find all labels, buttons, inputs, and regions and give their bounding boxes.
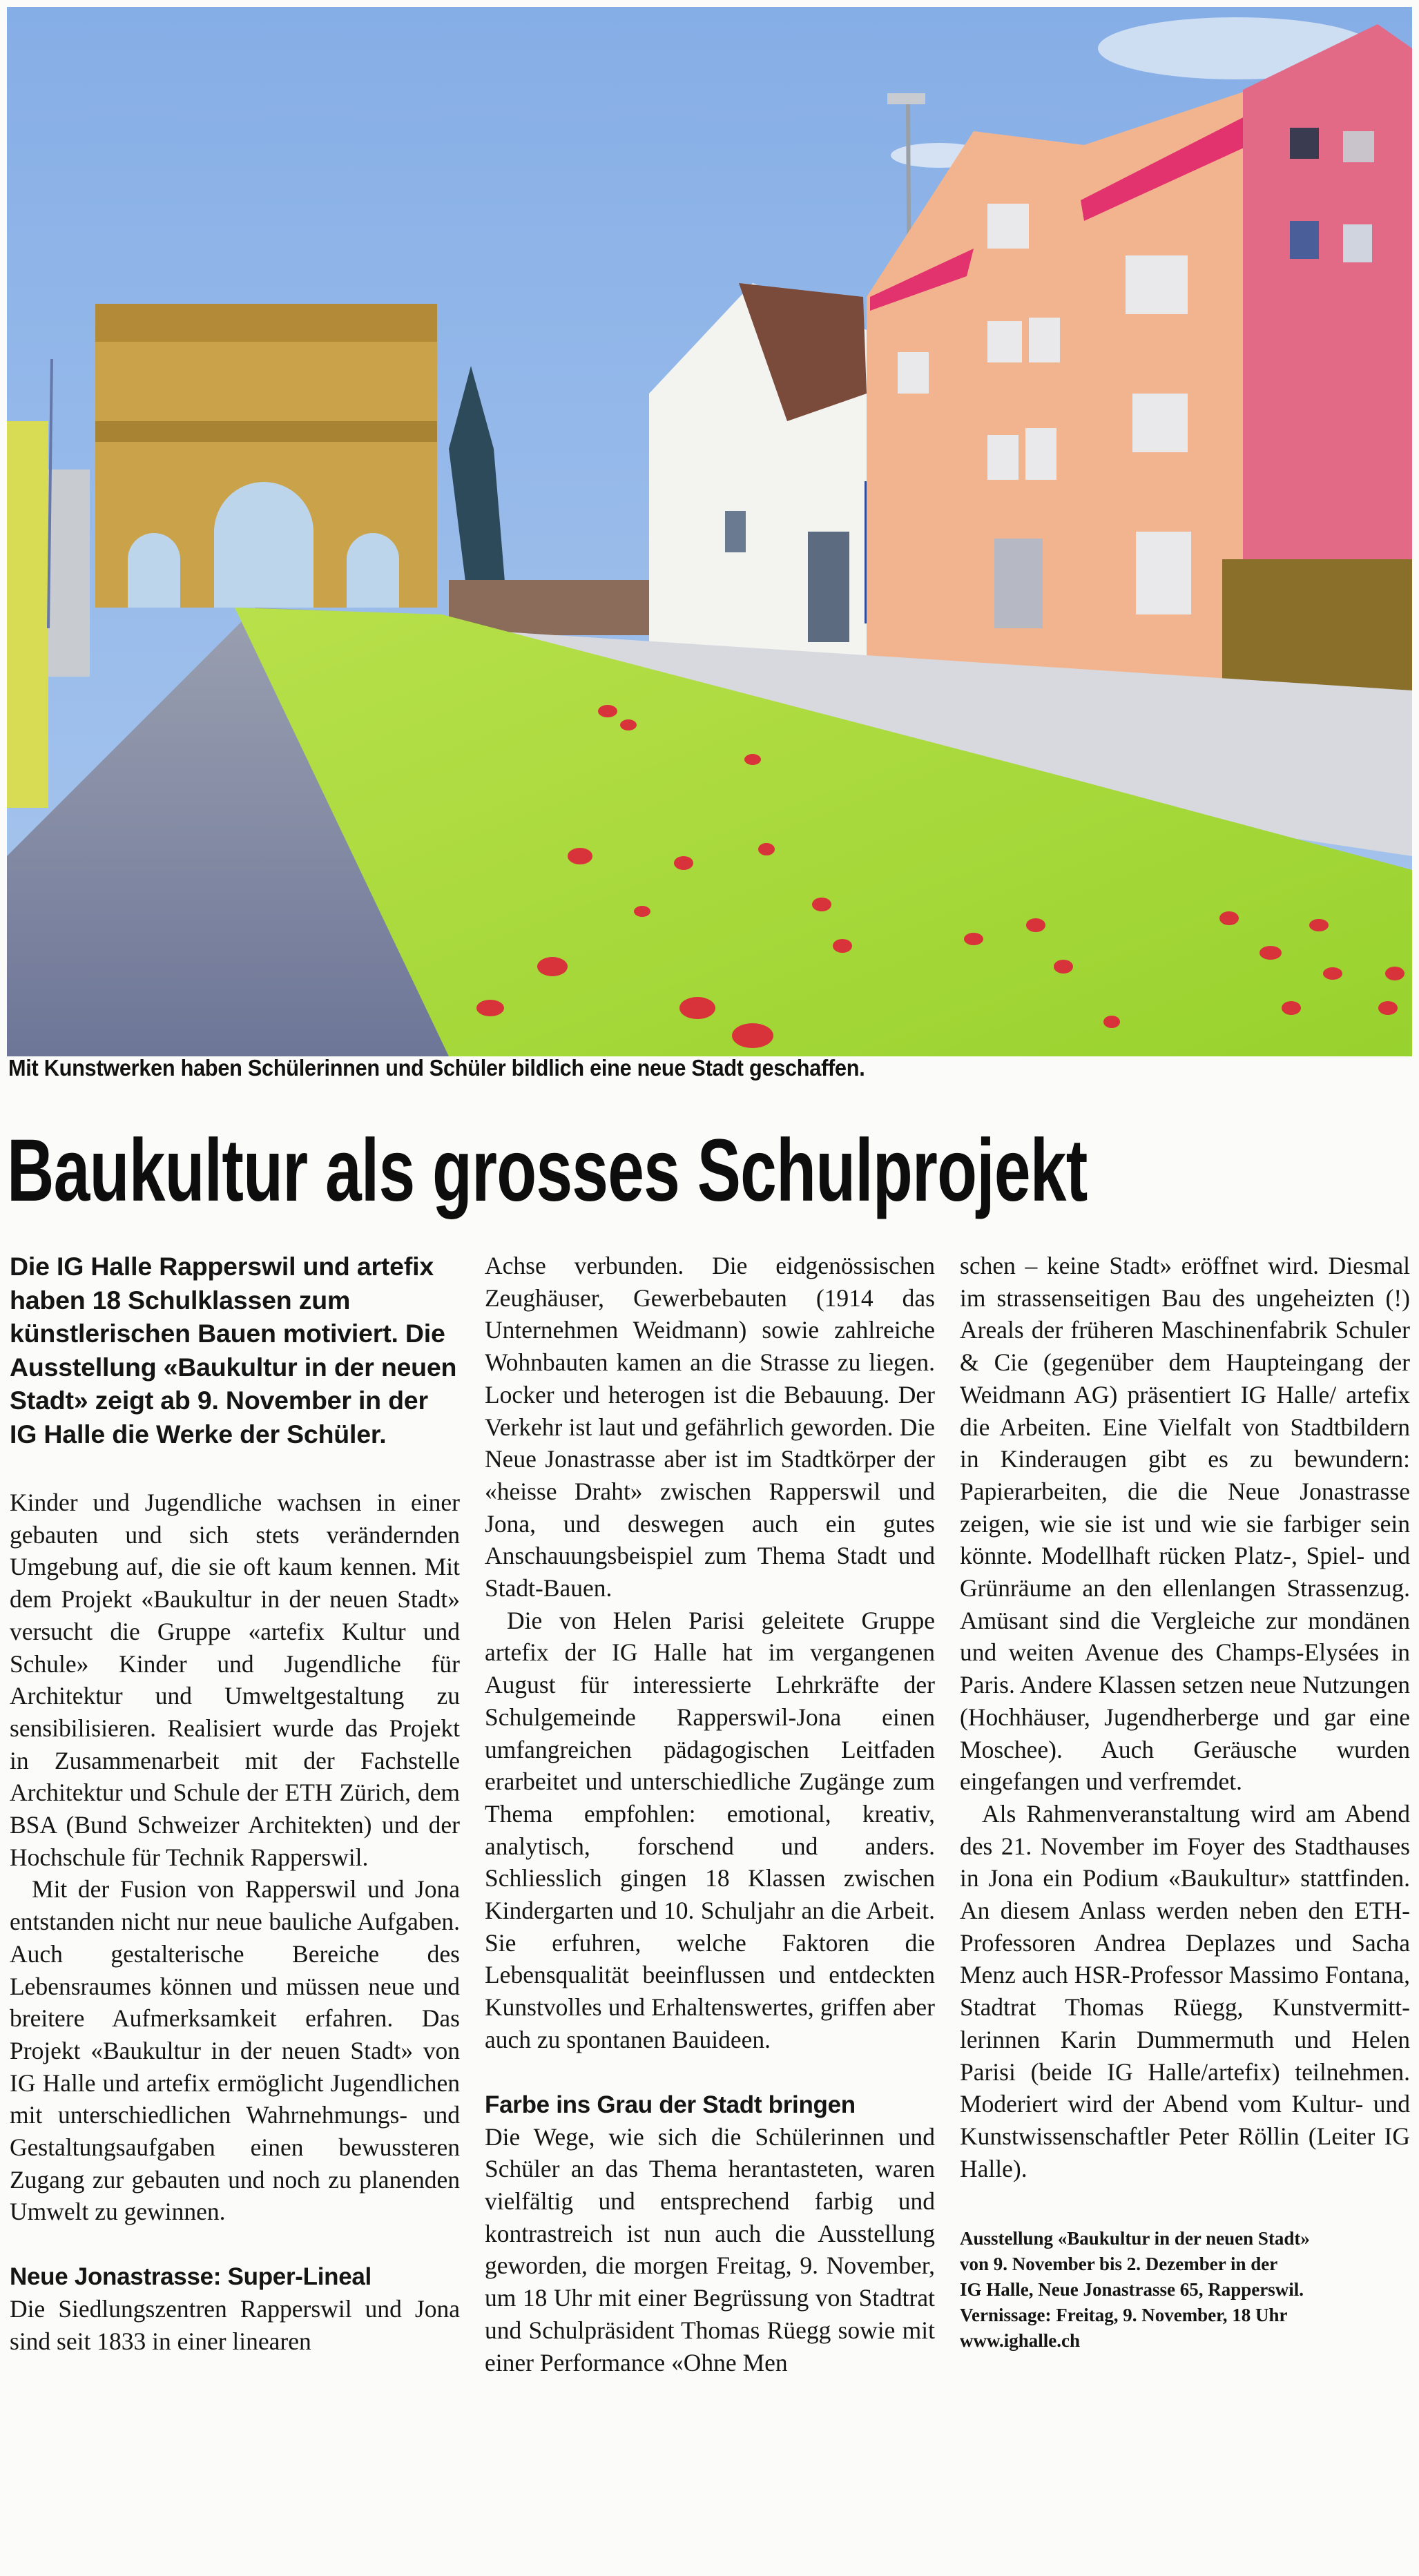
info-line: von 9. November bis 2. Dezember in der xyxy=(960,2254,1278,2275)
painted-street-collage xyxy=(7,7,1412,1056)
column-3 xyxy=(960,1250,1410,2354)
info-line: IG Halle, Neue Jonastrasse 65, Rapperswil. xyxy=(960,2279,1304,2301)
body-paragraph: schen – keine Stadt» eröffnet wird. Diesmal im strassenseitigen Bau des ungeheizten (!) Areals der früheren Maschinenfabrik Schuler & Cie (gegenüber dem Haupteingang der Weidmann AG) präsentiert IG Halle/ artefix die Arbeiten. Eine Vielfalt von Stadtbildern in Kinderaugen gibt es zu bewundern: Papierarbeiten, die die Neue Jonastrasse zeigen, wie sie ist und wie sie farbiger sein könnte. Modellhaft rücken Platz-, Spiel- und Grünräume an den ellenlangen Strassenzug. Amüsant sind die Vergleiche zur mondänen und weiten Avenue des Champs-Elysées in Paris. Andere Klassen setzen neue Nutzungen (Hochhäuser, Jugendherberge und gar eine Moschee). Auch Geräusche wurden eingefangen und verfremdet. xyxy=(960,1252,1410,1796)
info-line: Ausstellung «Baukultur in der neuen Stadt» xyxy=(960,2228,1310,2249)
column-1 xyxy=(10,1250,460,2358)
body-paragraph: Die Wege, wie sich die Schülerinnen und Schüler an das Thema herantasteten, waren vielfältig und entsprechend farbig und kontrastreich ist nun auch die Ausstellung geworden, die morgen Freitag, 9. November, um 18 Uhr mit einer Begrüssung von Stadtrat und Schulpräsident Thomas Rüegg sowie mit einer Performance «Ohne Men xyxy=(485,2122,935,2376)
body-paragraph: Die Siedlungszentren Rapperswil und Jona sind seit 1833 in einer linearen xyxy=(10,2295,460,2355)
exhibition-info-box xyxy=(960,2226,1410,2354)
info-website-link[interactable]: www.ighalle.ch xyxy=(960,2330,1081,2352)
column-2 xyxy=(485,1250,935,2379)
yellow-building xyxy=(7,421,48,808)
triumphal-arch xyxy=(95,304,437,608)
article-photo xyxy=(7,7,1412,1056)
photo-caption: Mit Kunstwerken haben Schülerinnen und Schüler bildlich eine neue Stadt geschaffen. xyxy=(8,1055,865,1081)
body-paragraph: Kinder und Jugendliche wachsen in einer gebauten und sich stets verändernden Umgebung auf, die sie oft kaum kennen. Mit dem Projekt «Baukultur in der neuen Stadt» versucht die Gruppe «artefix Kultur und Schule» Kinder und Jugendliche für Architektur und Umweltgestaltung zu sensibilisieren. Realisiert wurde das Projekt in Zusammenarbeit mit der Fachstelle Architektur und Schule der ETH Zürich, dem BSA (Bund Schweizer Architekten) und der Hochschule für Technik Rapperswil. xyxy=(10,1489,460,1871)
body-paragraph: Mit der Fusion von Rapperswil und Jona entstanden nicht nur neue bauliche Aufgaben. Auch gestalterische Bereiche des Lebensraumes können und müssen neue und breitere Aufmerksamkeit erfahren. Das Projekt «Baukultur in der neuen Stadt» von IG Halle und artefix ermöglicht Jugendlichen mit unterschiedlichen Wahrnehmungs- und Gestaltungsaufgaben einen bewussteren Zugang zur gebauten und noch zu planenden Umwelt zu gewinnen. xyxy=(10,1875,460,2226)
body-paragraph: Als Rahmenveranstaltung wird am Abend des 21. November im Foyer des Stadthauses in Jona ein Podium «Baukultur» stattfinden. An diesem Anlass werden neben den ETH-Professoren Andrea Deplazes und Sacha Menz auch HSR-Professor Massimo Fontana, Stadtrat Thomas Rüegg, Kunstvermittlerinnen Karin Dummermuth und Helen Parisi (beide IG Halle/artefix) teilnehmen. Moderiert wird der Abend vom Kultur- und Kunstwissenschaftler Peter Röllin (Leiter IG Halle). xyxy=(960,1799,1410,2182)
subheading-neue-jonastrasse: Neue Jonastrasse: Super-Lineal xyxy=(10,2263,371,2291)
body-paragraph: Achse verbunden. Die eidgenössischen Zeughäuser, Gewerbebauten (1914 das Unternehmen Weidmann) sowie zahlreiche Wohnbauten kamen an die Strasse zu liegen. Locker und heterogen ist die Bebauung. Der Verkehr ist laut und gefährlich geworden. Die Neue Jonastrasse aber ist im Stadtkörper der «heisse Draht» zwischen Rapperswil und Jona, und deswegen auch ein gutes Anschauungsbeispiel zum Thema Stadt und Stadt-Bauen. xyxy=(485,1252,935,1602)
info-line: Vernissage: Freitag, 9. November, 18 Uhr xyxy=(960,2305,1288,2326)
article-headline: Baukultur als grosses Schulprojekt xyxy=(7,1121,1088,1220)
subheading-farbe-ins-grau: Farbe ins Grau der Stadt bringen xyxy=(485,2091,856,2118)
body-paragraph: Die von Helen Parisi geleitete Gruppe artefix der IG Halle hat im vergangenen August für interessierte Lehrkräfte der Schulgemeinde Rapperswil-Jona einen umfangreichen pädagogischen Leitfaden erarbeitet und unterschiedliche Zugänge zum Thema empfohlen: emotional, kreativ, analytisch, forschend und anders. Schliesslich gingen 18 Klassen zwischen Kindergarten und 10. Schuljahr an die Arbeit. Sie erfuhren, welche Faktoren die Lebensqualität beeinflussen und entdeckten Kunstvolles und Erhaltenswertes, griffen aber auch zu spontanen Bauideen. xyxy=(485,1606,935,2053)
article-lead: Die IG Halle Rapperswil und artefix haben 18 Schulklassen zum künstlerischen Bauen motiviert. Die Ausstellung «Baukultur in der neuen Stadt» zeigt ab 9. November in der IG Halle die Werke der Schüler. xyxy=(10,1252,457,1449)
